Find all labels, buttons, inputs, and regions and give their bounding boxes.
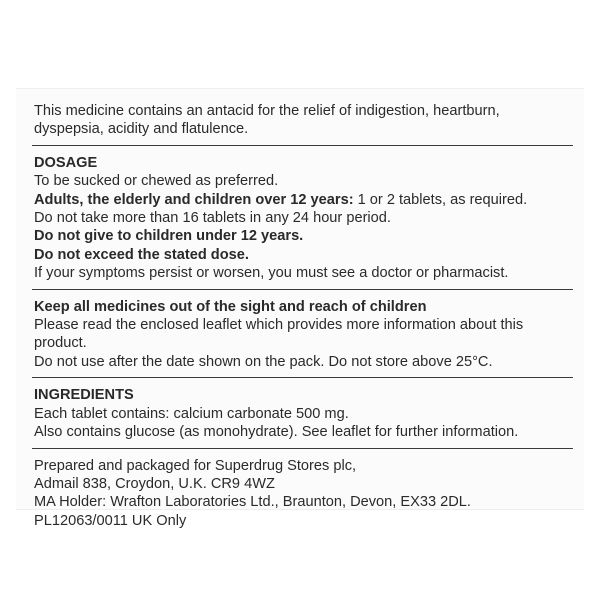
intro-line-2: dyspepsia, acidity and flatulence. [34, 121, 249, 138]
label-text [34, 102, 574, 530]
dosage-line-6: If your symptoms persist or worsen, you must see a doctor or pharmacist. [34, 265, 509, 282]
dosage-section [34, 154, 574, 283]
manufacturer-line-2: Admail 838, Croydon, U.K. CR9 4WZ [34, 475, 275, 492]
dosage-warning-children: Do not give to children under 12 years. [34, 228, 304, 245]
intro-line-1: This medicine contains an antacid for the relief of indigestion, heartburn, [34, 103, 500, 119]
divider-2 [32, 289, 573, 290]
dosage-adults-label: Adults, the elderly and children over 12 years: [34, 191, 354, 208]
intro-section [34, 102, 574, 139]
manufacturer-section [34, 457, 574, 531]
dosage-line-1: To be sucked or chewed as preferred. [34, 173, 279, 190]
ingredients-line-1: Each tablet contains: calcium carbonate 500 mg. [34, 405, 349, 422]
safety-line-2: product. [34, 335, 87, 352]
safety-heading: Keep all medicines out of the sight and reach of children [34, 298, 427, 315]
dosage-line-3: Do not take more than 16 tablets in any 24 hour period. [34, 210, 391, 227]
divider-1 [32, 145, 573, 146]
manufacturer-line-3: MA Holder: Wrafton Laboratories Ltd., Braunton, Devon, EX33 2DL. [34, 494, 471, 511]
dosage-warning-dose: Do not exceed the stated dose. [34, 246, 249, 263]
manufacturer-line-1: Prepared and packaged for Superdrug Stores plc, [34, 457, 357, 474]
dosage-line-2 [34, 191, 574, 209]
safety-line-1: Please read the enclosed leaflet which provides more information about this [34, 317, 524, 334]
manufacturer-line-4: PL12063/0011 UK Only [34, 512, 187, 529]
ingredients-section [34, 386, 574, 441]
divider-3 [32, 377, 573, 378]
safety-line-3: Do not use after the date shown on the pack. Do not store above 25°C. [34, 353, 493, 370]
dosage-heading: DOSAGE [34, 154, 98, 171]
ingredients-line-2: Also contains glucose (as monohydrate). See leaflet for further information. [34, 424, 519, 441]
divider-4 [32, 448, 573, 449]
ingredients-heading: INGREDIENTS [34, 387, 134, 404]
safety-section [34, 298, 574, 372]
dosage-adults-amount: 1 or 2 tablets, as required. [353, 191, 528, 208]
